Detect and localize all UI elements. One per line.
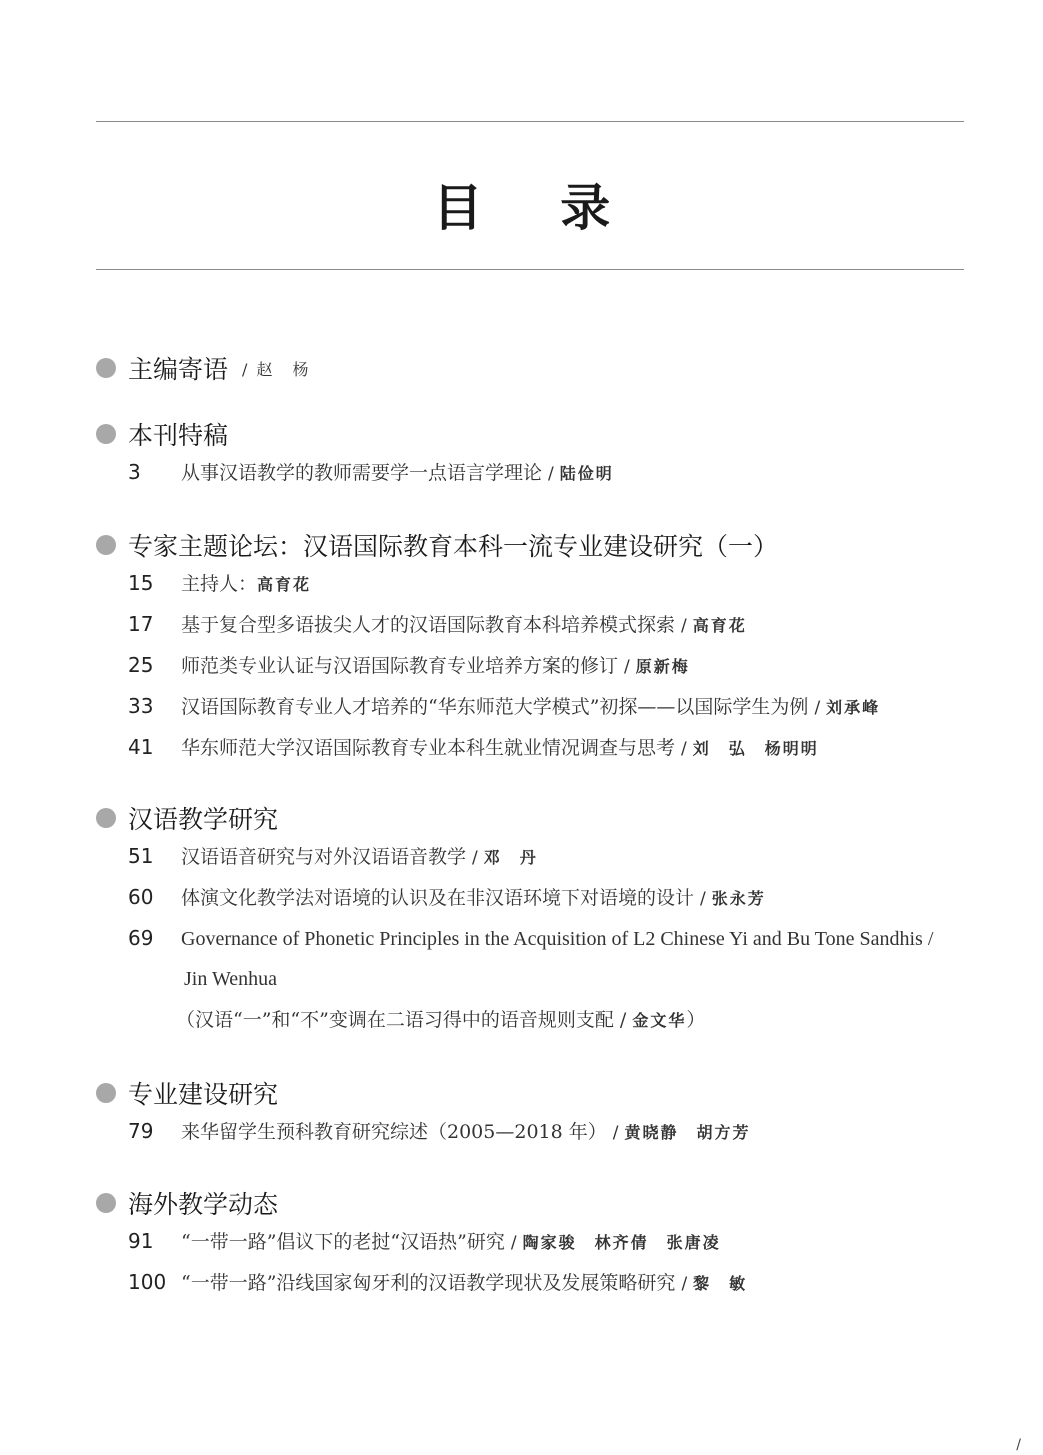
toc-entry[interactable] xyxy=(96,1221,1026,1262)
section-title[interactable]: 本刊特稿 xyxy=(128,421,229,450)
section-title[interactable]: 专业建设研究 xyxy=(128,1080,279,1109)
bottom-rule xyxy=(96,269,964,270)
toc-section-program-building xyxy=(96,1075,1026,1152)
entry-author: 黄晓静 胡方芳 xyxy=(624,1123,751,1142)
section-heading xyxy=(96,416,1026,452)
translation-title: （汉语“一”和“不”变调在二语习得中的语音规则支配 / xyxy=(176,1009,633,1031)
toc-entry[interactable] xyxy=(96,1111,1026,1152)
toc-section-editor-note xyxy=(96,350,1026,386)
toc-entry[interactable] xyxy=(96,1262,1026,1303)
page-number: 17 xyxy=(128,612,154,636)
top-rule xyxy=(96,121,964,122)
entry-author: 张永芳 xyxy=(711,889,766,908)
entry-title: 从事汉语教学的教师需要学一点语言学理论 xyxy=(181,462,543,484)
entry-title: 汉语语音研究与对外汉语语音教学 xyxy=(181,846,467,868)
separator: / xyxy=(814,698,821,718)
entry-title-continuation: Jin Wenhua xyxy=(184,968,278,990)
bullet-icon xyxy=(96,1083,116,1103)
entry-title: 来华留学生预科教育研究综述（2005—2018 年） xyxy=(181,1121,607,1143)
bullet-icon xyxy=(96,535,116,555)
entry-author: 黎 敏 xyxy=(693,1274,748,1293)
separator: / xyxy=(624,657,630,677)
separator: / xyxy=(700,889,706,909)
entry-title: 基于复合型多语拔尖人才的汉语国际教育本科培养模式探索 xyxy=(181,614,676,636)
separator: / xyxy=(681,1274,688,1294)
entry-translation xyxy=(96,1000,1026,1041)
toc-entry[interactable] xyxy=(96,452,1026,493)
bullet-icon xyxy=(96,424,116,444)
entry-title: “一带一路”沿线国家匈牙利的汉语教学现状及发展策略研究 xyxy=(181,1272,676,1294)
entry-title: 主持人： xyxy=(181,573,258,595)
section-heading xyxy=(96,800,1026,836)
toc-entry[interactable] xyxy=(96,604,1026,645)
bullet-icon xyxy=(96,1193,116,1213)
page-number: 33 xyxy=(128,694,154,718)
entry-author: 刘 弘 杨明明 xyxy=(692,739,819,758)
entry-author: 原新梅 xyxy=(635,657,690,676)
toc-section-overseas xyxy=(96,1185,1026,1303)
section-heading xyxy=(96,527,1026,563)
entry-author: 邓 丹 xyxy=(483,848,538,867)
bullet-icon xyxy=(96,808,116,828)
page-number: 69 xyxy=(128,926,154,950)
separator: / xyxy=(510,1233,517,1253)
section-heading xyxy=(96,1185,1026,1221)
toc-section-teaching-research xyxy=(96,800,1026,1041)
separator: / xyxy=(472,848,478,868)
page-number: 91 xyxy=(128,1229,154,1253)
entry-title: Governance of Phonetic Principles in the Acquisition of L2 Chinese Yi and Bu Tone Sandhis / xyxy=(181,928,934,950)
toc-entry[interactable] xyxy=(96,686,1026,727)
separator: / xyxy=(548,464,554,484)
entry-author: 高育花 xyxy=(692,616,747,635)
section-title[interactable]: 主编寄语 xyxy=(128,355,229,384)
page-title: 目 录 xyxy=(432,179,641,237)
toc-section-special xyxy=(96,416,1026,493)
entry-title: 华东师范大学汉语国际教育专业本科生就业情况调查与思考 xyxy=(181,737,676,759)
section-title[interactable]: 汉语教学研究 xyxy=(128,805,279,834)
page-number: 51 xyxy=(128,844,154,868)
translation-close: ） xyxy=(686,1009,706,1031)
entry-title: 汉语国际教育专业人才培养的“华东师范大学模式”初探——以国际学生为例 xyxy=(181,696,809,718)
section-title[interactable]: 海外教学动态 xyxy=(128,1190,279,1219)
page-number: 100 xyxy=(128,1270,167,1294)
page-number: 60 xyxy=(128,885,154,909)
entry-title: 师范类专业认证与汉语国际教育专业培养方案的修订 xyxy=(181,655,619,677)
section-heading xyxy=(96,1075,1026,1111)
entry-author: 陆俭明 xyxy=(559,464,614,483)
entry-author: 高育花 xyxy=(257,575,312,594)
bullet-icon xyxy=(96,358,116,378)
toc-entry[interactable] xyxy=(96,836,1026,877)
page-number: 15 xyxy=(128,571,154,595)
toc-entry[interactable] xyxy=(96,563,1026,604)
separator: / xyxy=(681,616,687,636)
entry-author: 刘承峰 xyxy=(826,698,881,717)
page-number: 25 xyxy=(128,653,154,677)
section-heading xyxy=(96,350,1026,386)
section-title[interactable]: 专家主题论坛：汉语国际教育本科一流专业建设研究（一） xyxy=(128,532,779,561)
page-number: 79 xyxy=(128,1119,154,1143)
toc-entry[interactable] xyxy=(96,877,1026,918)
toc-section-expert-forum xyxy=(96,527,1026,768)
separator: / xyxy=(681,739,687,759)
page-number: 3 xyxy=(128,460,141,484)
translation-author: 金文华 xyxy=(632,1011,687,1030)
page-mark: / xyxy=(1016,1437,1021,1453)
toc-entry[interactable] xyxy=(96,918,1026,959)
separator: / xyxy=(612,1123,619,1143)
toc-entry[interactable] xyxy=(96,645,1026,686)
page-number: 41 xyxy=(128,735,154,759)
entry-title: 体演文化教学法对语境的认识及在非汉语环境下对语境的设计 xyxy=(181,887,695,909)
section-author: / 赵 杨 xyxy=(242,359,311,379)
entry-title: “一带一路”倡议下的老挝“汉语热”研究 xyxy=(181,1231,505,1253)
toc-entry[interactable] xyxy=(96,727,1026,768)
entry-author: 陶家骏 林齐倩 张唐凌 xyxy=(522,1233,721,1252)
